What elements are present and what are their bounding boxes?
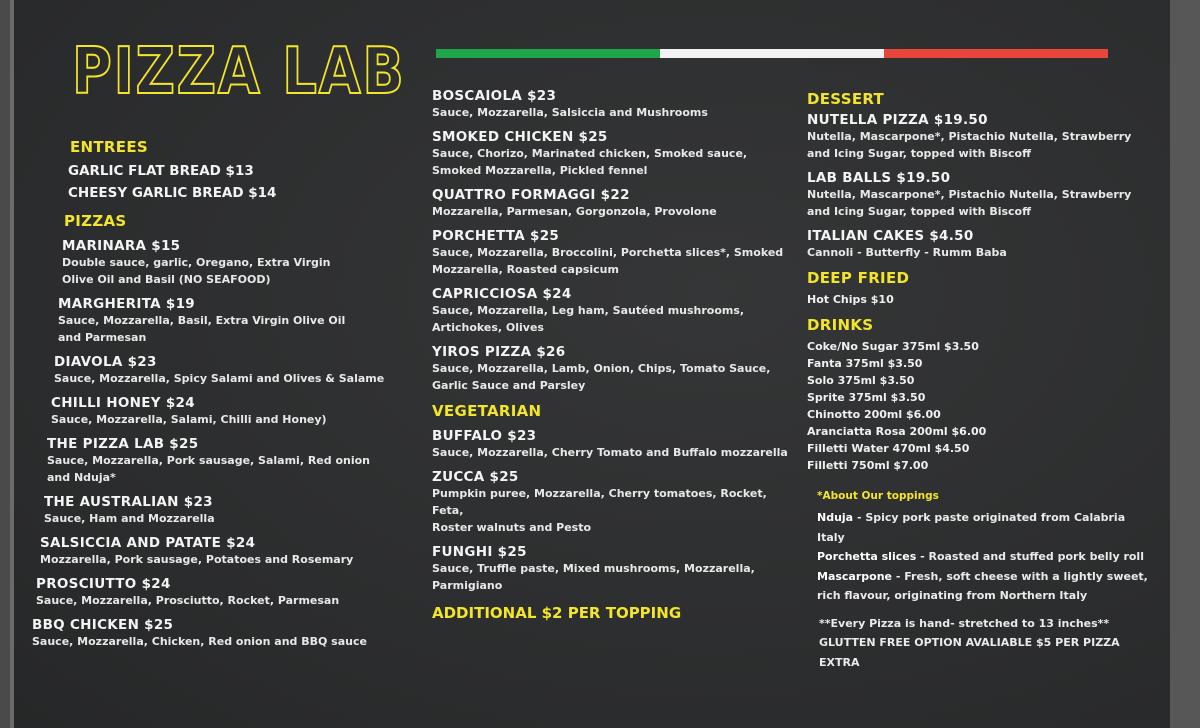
item-name: THE PIZZA LAB $25 xyxy=(47,436,199,452)
item-desc: Sauce, Mozzarella, Salami, Chilli and Honey) xyxy=(51,413,327,426)
item-desc: Pumpkin puree, Mozzarella, Cherry tomatoes, Rocket, xyxy=(432,487,767,500)
menu-item xyxy=(44,494,418,527)
topping-note-porchetta xyxy=(817,547,1152,567)
item-desc: Nutella, Mascarpone*, Pistachio Nutella, Strawberry xyxy=(807,188,1132,201)
menu-item xyxy=(807,228,1152,261)
item-name: CHILLI HONEY $24 xyxy=(51,395,195,411)
menu-item xyxy=(807,112,1152,162)
item-desc: Nutella, Mascarpone*, Pistachio Nutella, Strawberry xyxy=(807,130,1132,143)
menu-title: PIZZA LAB xyxy=(72,35,406,109)
item-desc: Sauce, Mozzarella, Cherry Tomato and Buffalo mozzarella xyxy=(432,446,788,459)
menu-item xyxy=(62,238,418,288)
menu-item xyxy=(432,344,802,394)
item-desc: Feta, xyxy=(432,504,464,517)
item-desc: Roster walnuts and Pesto xyxy=(432,521,592,534)
flag-green xyxy=(436,49,660,58)
item-name: BBQ CHICKEN $25 xyxy=(32,617,174,633)
drink-item: Fanta 375ml $3.50 xyxy=(807,357,923,370)
item-name: YIROS PIZZA $26 xyxy=(432,344,566,360)
entree-item: GARLIC FLAT BREAD $13 xyxy=(68,163,254,179)
item-name: QUATTRO FORMAGGI $22 xyxy=(432,187,630,203)
menu-item xyxy=(807,170,1152,220)
topping-note-mascarpone xyxy=(817,567,1152,587)
menu-item xyxy=(432,544,802,594)
menu-item xyxy=(40,535,418,568)
item-name: MARINARA $15 xyxy=(62,238,181,254)
menu-item xyxy=(32,617,418,650)
drink-item: Coke/No Sugar 375ml $3.50 xyxy=(807,340,979,353)
drink-item: Chinotto 200ml $6.00 xyxy=(807,408,941,421)
menu-item xyxy=(47,436,418,486)
item-desc: Garlic Sauce and Parsley xyxy=(432,379,586,392)
menu-item xyxy=(51,395,418,428)
deep-fried-item: Hot Chips $10 xyxy=(807,293,894,306)
item-desc: Sauce, Mozzarella, Spicy Salami and Olives & Salame xyxy=(54,372,385,385)
topping-term: Nduja xyxy=(817,511,854,524)
drink-item: Filletti Water 470ml $4.50 xyxy=(807,442,970,455)
menu-item xyxy=(432,469,802,536)
item-desc: Artichokes, Olives xyxy=(432,321,544,334)
item-name: SALSICCIA AND PATATE $24 xyxy=(40,535,256,551)
menu-item xyxy=(432,428,802,461)
section-heading-entrees: ENTREES xyxy=(70,138,148,156)
board-frame xyxy=(1170,0,1200,728)
item-name: BUFFALO $23 xyxy=(432,428,537,444)
item-name: LAB BALLS $19.50 xyxy=(807,170,951,186)
item-name: DIAVOLA $23 xyxy=(54,354,157,370)
drink-item: Sprite 375ml $3.50 xyxy=(807,391,926,404)
item-name: BOSCAIOLA $23 xyxy=(432,88,557,104)
item-desc: and Nduja* xyxy=(47,471,116,484)
item-desc: Parmigiano xyxy=(432,579,503,592)
item-desc: and Icing Sugar, topped with Biscoff xyxy=(807,147,1032,160)
section-heading-drinks: DRINKS xyxy=(807,316,874,334)
item-desc: Olive Oil and Basil (NO SEAFOOD) xyxy=(62,273,271,286)
item-desc: Sauce, Mozzarella, Broccolini, Porchetta slices*, Smoked xyxy=(432,246,784,259)
item-desc: Sauce, Ham and Mozzarella xyxy=(44,512,215,525)
additional-topping-note: ADDITIONAL $2 PER TOPPING xyxy=(432,604,682,622)
item-name: MARGHERITA $19 xyxy=(58,296,195,312)
item-name: FUNGHI $25 xyxy=(432,544,527,560)
item-desc: Sauce, Chorizo, Marinated chicken, Smoked sauce, xyxy=(432,147,748,160)
menu-item xyxy=(432,228,802,278)
item-desc: Sauce, Mozzarella, Salsiccia and Mushrooms xyxy=(432,106,708,119)
menu-item xyxy=(58,296,418,346)
item-desc: Mozzarella, Pork sausage, Potatoes and Rosemary xyxy=(40,553,354,566)
item-desc: and Icing Sugar, topped with Biscoff xyxy=(807,205,1032,218)
italian-flag-stripe xyxy=(436,49,1108,58)
entree-item: CHEESY GARLIC BREAD $14 xyxy=(68,185,277,201)
item-desc: Sauce, Mozzarella, Leg ham, Sautéed mushrooms, xyxy=(432,304,745,317)
drink-item: Solo 375ml $3.50 xyxy=(807,374,915,387)
hand-stretched-note: **Every Pizza is hand- stretched to 13 inches** xyxy=(819,616,1110,630)
item-desc: Sauce, Mozzarella, Basil, Extra Virgin Olive Oil xyxy=(58,314,346,327)
item-name: THE AUSTRALIAN $23 xyxy=(44,494,213,510)
item-name: SMOKED CHICKEN $25 xyxy=(432,129,608,145)
toppings-notes xyxy=(817,508,1152,672)
entrees-list xyxy=(66,160,418,204)
menu-item xyxy=(432,88,802,121)
item-desc: Mozzarella, Parmesan, Gorgonzola, Provolone xyxy=(432,205,717,218)
menu-item xyxy=(432,286,802,336)
item-name: PORCHETTA $25 xyxy=(432,228,560,244)
item-desc: Sauce, Mozzarella, Lamb, Onion, Chips, Tomato Sauce, xyxy=(432,362,771,375)
topping-term: Porchetta slices xyxy=(817,550,917,563)
column-right xyxy=(807,90,1152,672)
column-left xyxy=(32,138,418,658)
menu-item xyxy=(432,129,802,179)
menu-item xyxy=(54,354,418,387)
drink-item: Aranciatta Rosa 200ml $6.00 xyxy=(807,425,987,438)
item-desc: Sauce, Mozzarella, Pork sausage, Salami, Red onion xyxy=(47,454,371,467)
topping-desc: - Roasted and stuffed pork belly roll xyxy=(916,550,1144,563)
item-desc: and Parmesan xyxy=(58,331,147,344)
flag-white xyxy=(660,49,884,58)
item-desc: Cannoli - Butterfly - Rumm Baba xyxy=(807,246,1007,259)
item-name: PROSCIUTTO $24 xyxy=(36,576,171,592)
item-name: CAPRICCIOSA $24 xyxy=(432,286,572,302)
menu-item xyxy=(36,576,418,609)
flag-red xyxy=(884,49,1108,58)
gluten-free-note-cont: EXTRA xyxy=(819,655,860,669)
item-desc: Sauce, Mozzarella, Prosciutto, Rocket, Parmesan xyxy=(36,594,340,607)
section-heading-vegetarian: VEGETARIAN xyxy=(432,402,542,420)
section-heading-pizzas: PIZZAS xyxy=(64,212,127,230)
item-name: ZUCCA $25 xyxy=(432,469,519,485)
toppings-heading: *About Our toppings xyxy=(817,490,939,502)
topping-note-nduja xyxy=(817,508,1152,547)
item-desc: Mozzarella, Roasted capsicum xyxy=(432,263,619,276)
section-heading-deep-fried: DEEP FRIED xyxy=(807,269,910,287)
column-middle xyxy=(432,88,802,622)
item-desc: Double sauce, garlic, Oregano, Extra Virgin xyxy=(62,256,331,269)
item-name: ITALIAN CAKES $4.50 xyxy=(807,228,974,244)
topping-desc: - Spicy pork paste originated from Calabria Italy xyxy=(817,511,1126,544)
item-desc: Smoked Mozzarella, Pickled fennel xyxy=(432,164,648,177)
topping-term: Mascarpone xyxy=(817,569,893,583)
item-desc: Sauce, Truffle paste, Mixed mushrooms, Mozzarella, xyxy=(432,562,755,575)
topping-desc: - Fresh, soft cheese with a lightly sweet, xyxy=(892,569,1148,583)
drinks-list xyxy=(807,338,1152,474)
item-name: NUTELLA PIZZA $19.50 xyxy=(807,112,988,128)
section-heading-dessert: DESSERT xyxy=(807,90,885,108)
drink-item: Filletti 750ml $7.00 xyxy=(807,459,929,472)
topping-desc-cont: rich flavour, originating from Northern Italy xyxy=(817,589,1088,602)
item-desc: Sauce, Mozzarella, Chicken, Red onion and BBQ sauce xyxy=(32,635,367,648)
menu-item xyxy=(432,187,802,220)
gluten-free-note: GLUTTEN FREE OPTION AVALIABLE $5 PER PIZZA xyxy=(819,636,1120,649)
